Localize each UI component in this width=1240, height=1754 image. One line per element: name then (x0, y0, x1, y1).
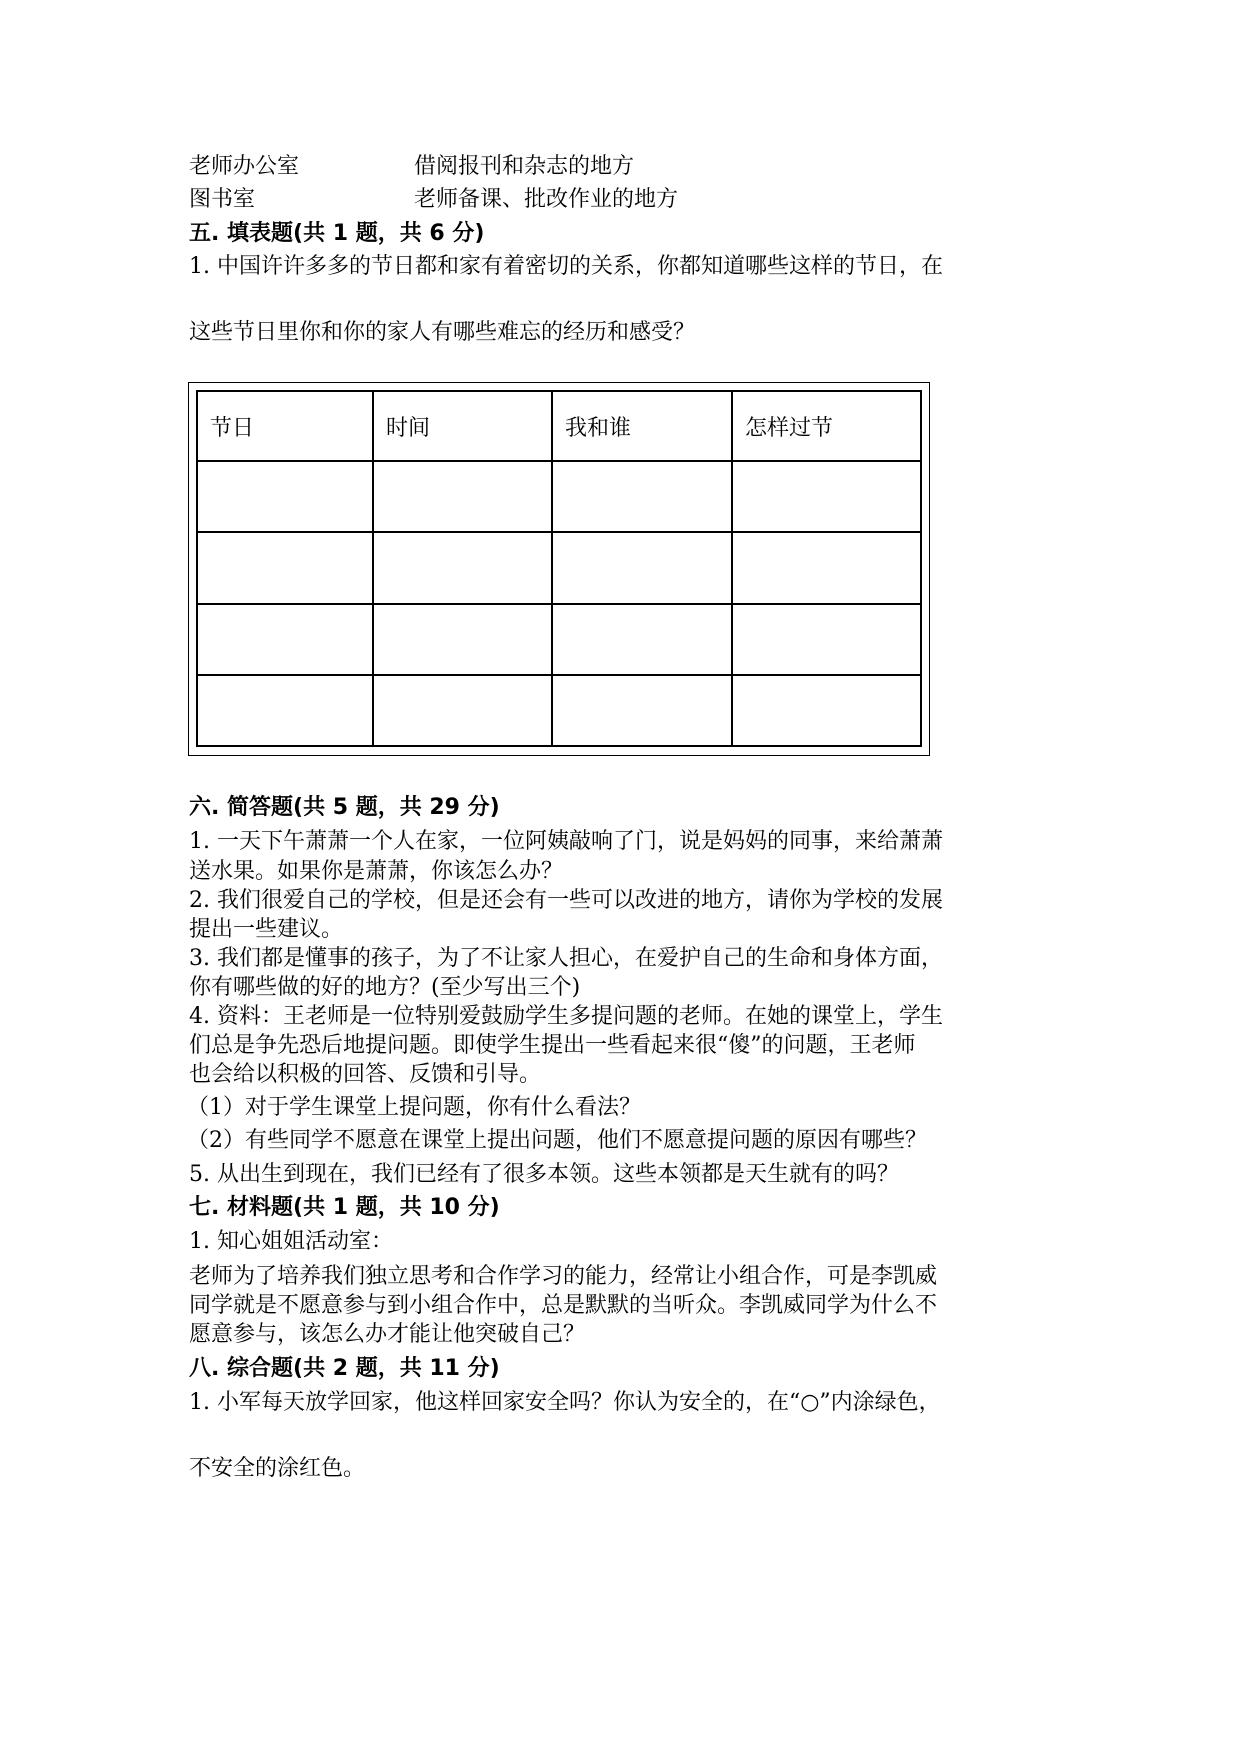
section5-title: 五. 填表题(共 1 题，共 6 分) (189, 221, 485, 246)
section6-line: 1. 一天下午萧萧一个人在家，一位阿姨敲响了门，说是妈妈的同事，来给萧萧 (189, 829, 943, 854)
table-cell[interactable] (732, 461, 921, 532)
section5-q1-line2: 这些节日里你和你的家人有哪些难忘的经历和感受？ (189, 320, 696, 345)
section8-q1-line2: 不安全的涂红色。 (189, 1456, 366, 1481)
table-cell[interactable] (373, 604, 552, 675)
table-cell[interactable] (373, 675, 552, 746)
section6-title: 六. 简答题(共 5 题，共 29 分) (189, 795, 500, 820)
match-right-2: 老师备课、批改作业的地方 (414, 187, 679, 212)
table-header-cell: 我和谁 (552, 391, 732, 461)
table-header-cell: 节日 (197, 391, 373, 461)
table-row (197, 675, 921, 746)
table-cell[interactable] (732, 532, 921, 603)
section6-subq: （1）对于学生课堂上提问题，你有什么看法？ (187, 1095, 641, 1120)
fill-table (196, 390, 922, 747)
table-cell[interactable] (197, 461, 373, 532)
table-header-row (197, 391, 921, 461)
table-row (197, 532, 921, 603)
section6-subq: （2）有些同学不愿意在课堂上提出问题，他们不愿意提问题的原因有哪些？ (187, 1128, 927, 1153)
section7-line: 1. 知心姐姐活动室： (189, 1229, 393, 1254)
table-header-cell: 时间 (373, 391, 552, 461)
table-cell[interactable] (552, 604, 732, 675)
section6-line: 也会给以积极的回答、反馈和引导。 (189, 1062, 542, 1087)
section6-line: 3. 我们都是懂事的孩子，为了不让家人担心，在爱护自己的生命和身体方面， (189, 946, 943, 971)
section7-line: 同学就是不愿意参与到小组合作中，总是默默的当听众。李凯威同学为什么不 (189, 1293, 938, 1318)
section8-q1-line1: 1. 小军每天放学回家，他这样回家安全吗？你认为安全的，在“○”内涂绿色， (189, 1390, 941, 1415)
table-cell[interactable] (552, 532, 732, 603)
match-left-1: 老师办公室 (189, 154, 300, 179)
match-right-1: 借阅报刊和杂志的地方 (414, 154, 635, 179)
table-cell[interactable] (197, 675, 373, 746)
table-row (197, 461, 921, 532)
table-header-cell: 怎样过节 (732, 391, 921, 461)
section7-line: 愿意参与，该怎么办才能让他突破自己？ (189, 1322, 586, 1347)
table-cell[interactable] (197, 532, 373, 603)
section6-line: 2. 我们很爱自己的学校，但是还会有一些可以改进的地方，请你为学校的发展 (189, 888, 943, 913)
section7-title: 七. 材料题(共 1 题，共 10 分) (189, 1195, 500, 1220)
table-cell[interactable] (552, 675, 732, 746)
section7-line: 老师为了培养我们独立思考和合作学习的能力，经常让小组合作，可是李凯威 (189, 1264, 938, 1289)
table-row (197, 604, 921, 675)
table-cell[interactable] (197, 604, 373, 675)
section6-line: 5. 从出生到现在，我们已经有了很多本领。这些本领都是天生就有的吗？ (189, 1162, 899, 1187)
section5-q1-line1: 1. 中国许许多多的节日都和家有着密切的关系，你都知道哪些这样的节日，在 (189, 254, 943, 279)
section6-line: 们总是争先恐后地提问题。即使学生提出一些看起来很“傻”的问题，王老师 (189, 1033, 916, 1058)
section6-line: 你有哪些做的好的地方？(至少写出三个) (189, 975, 581, 1000)
match-left-2: 图书室 (189, 187, 256, 212)
table-cell[interactable] (373, 532, 552, 603)
section6-line: 送水果。如果你是萧萧，你该怎么办？ (189, 859, 564, 884)
section6-line: 提出一些建议。 (189, 917, 344, 942)
section6-line: 4. 资料：王老师是一位特别爱鼓励学生多提问题的老师。在她的课堂上，学生 (189, 1004, 943, 1029)
table-cell[interactable] (732, 604, 921, 675)
section8-title: 八. 综合题(共 2 题，共 11 分) (189, 1356, 500, 1381)
table-cell[interactable] (552, 461, 732, 532)
table-cell[interactable] (373, 461, 552, 532)
table-cell[interactable] (732, 675, 921, 746)
